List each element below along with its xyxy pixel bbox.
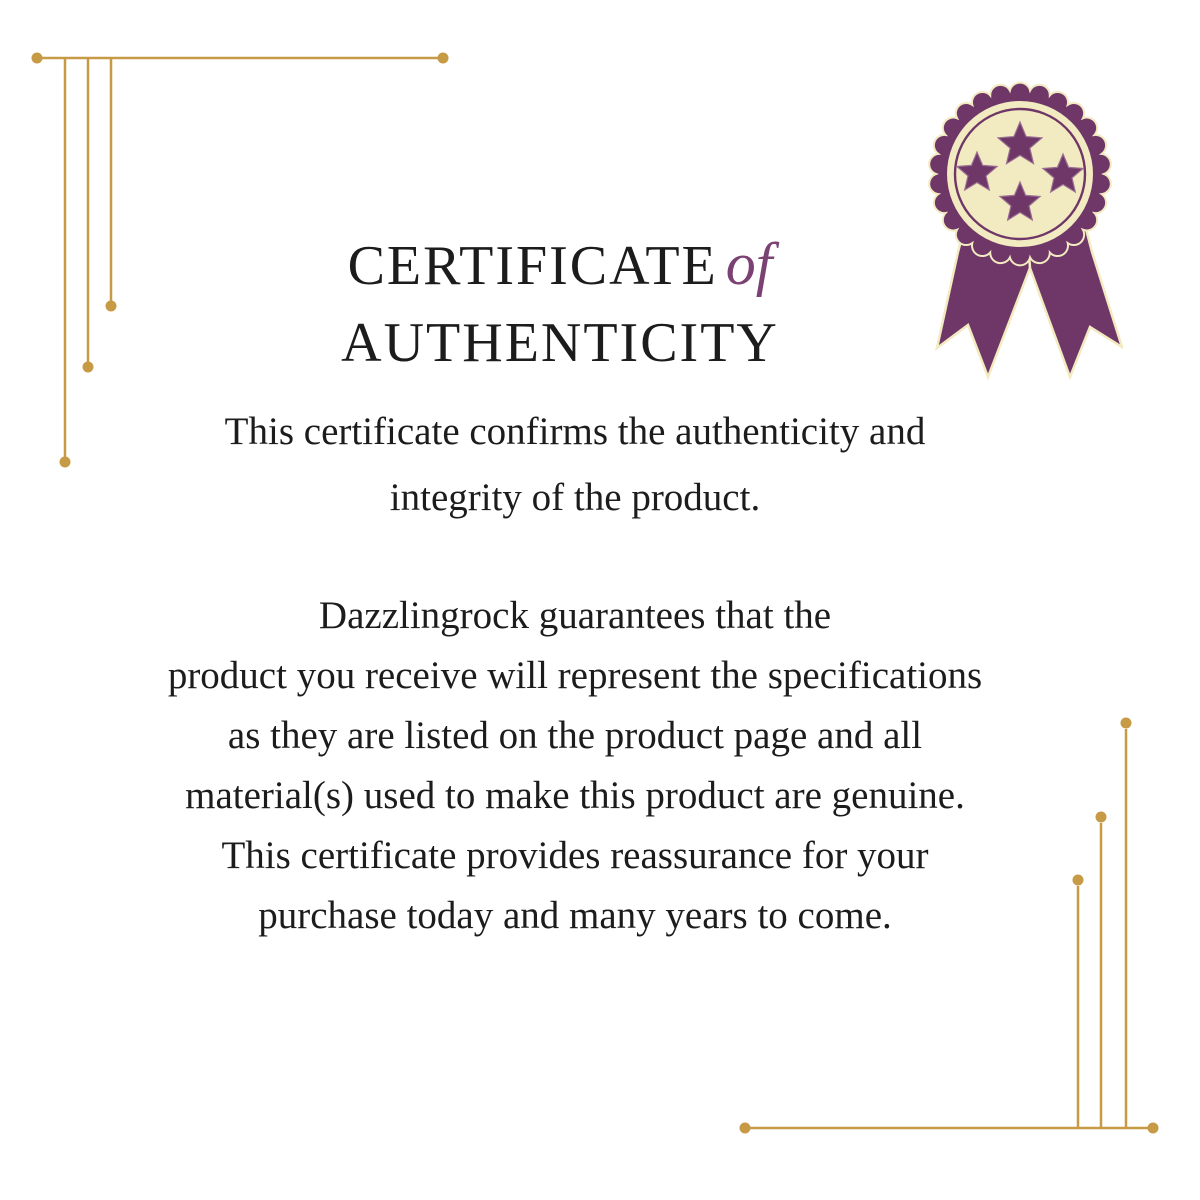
certificate-title xyxy=(85,226,1035,382)
guarantee-paragraph xyxy=(0,586,1150,946)
paragraph-line: This certificate provides reassurance for your xyxy=(221,834,929,877)
paragraph-line: purchase today and many years to come. xyxy=(258,894,892,937)
paragraph-line: Dazzlingrock guarantees that the xyxy=(318,594,832,637)
title-word-certificate: CERTIFICATE xyxy=(347,235,718,297)
title-line-1 xyxy=(85,226,1035,305)
subtitle-line: integrity of the product. xyxy=(389,476,761,519)
certificate-subtitle xyxy=(0,399,1150,531)
title-word-of: of xyxy=(725,231,773,297)
paragraph-line: product you receive will represent the specifications xyxy=(167,654,983,697)
title-line-2: AUTHENTICITY xyxy=(341,312,779,374)
paragraph-line: as they are listed on the product page and all xyxy=(227,714,923,757)
subtitle-line: This certificate confirms the authenticity and xyxy=(224,410,926,453)
paragraph-line: material(s) used to make this product are genuine. xyxy=(185,774,965,817)
